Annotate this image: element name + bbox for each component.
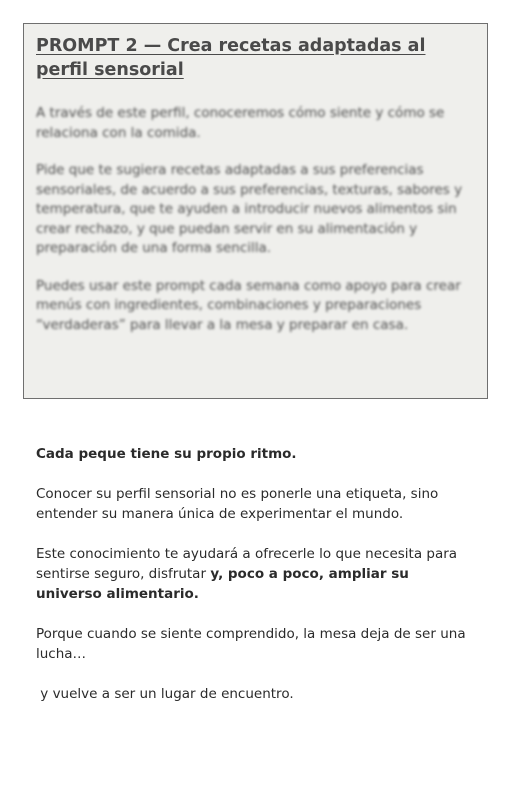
headline-text: Cada peque tiene su propio ritmo. <box>36 446 297 462</box>
prompt-blurred-content <box>36 104 475 335</box>
paragraph-knowledge <box>36 544 476 604</box>
paragraph-knowledge-text: Este conocimiento te ayudará a ofrecerle lo que necesita para sentirse seguro, disfrutar <box>36 546 458 582</box>
paragraph-table: Porque cuando se siente comprendido, la mesa deja de ser una lucha… <box>36 626 466 662</box>
prompt-paragraph: Pide que te sugiera recetas adaptadas a sus preferencias sensoriales, de acuerdo a sus preferencias, texturas, sabores y temperatura, que te ayuden a introducir nuevos alimentos sin crear rechazo, y que puedan servir en su alimentación y preparación de una forma sencilla. <box>36 162 463 256</box>
closing-text <box>36 444 476 724</box>
headline <box>36 444 476 464</box>
paragraph-sensory-profile: Conocer su perfil sensorial no es ponerle una etiqueta, sino entender su manera única de experimentar el mundo. <box>36 486 439 522</box>
prompt-title: PROMPT 2 — Crea recetas adaptadas al perfil sensorial <box>36 36 426 80</box>
prompt-paragraph: Puedes usar este prompt cada semana como apoyo para crear menús con ingredientes, combinaciones y preparaciones “verdaderas” para llevar a la mesa y preparar en casa. <box>36 277 461 333</box>
paragraph-knowledge-bold: y, poco a poco, ampliar su universo alimentario. <box>36 566 409 602</box>
paragraph-encounter: y vuelve a ser un lugar de encuentro. <box>36 686 294 702</box>
prompt-card <box>23 23 488 399</box>
prompt-paragraph: A través de este perfil, conoceremos cómo siente y cómo se relaciona con la comida. <box>36 105 445 141</box>
